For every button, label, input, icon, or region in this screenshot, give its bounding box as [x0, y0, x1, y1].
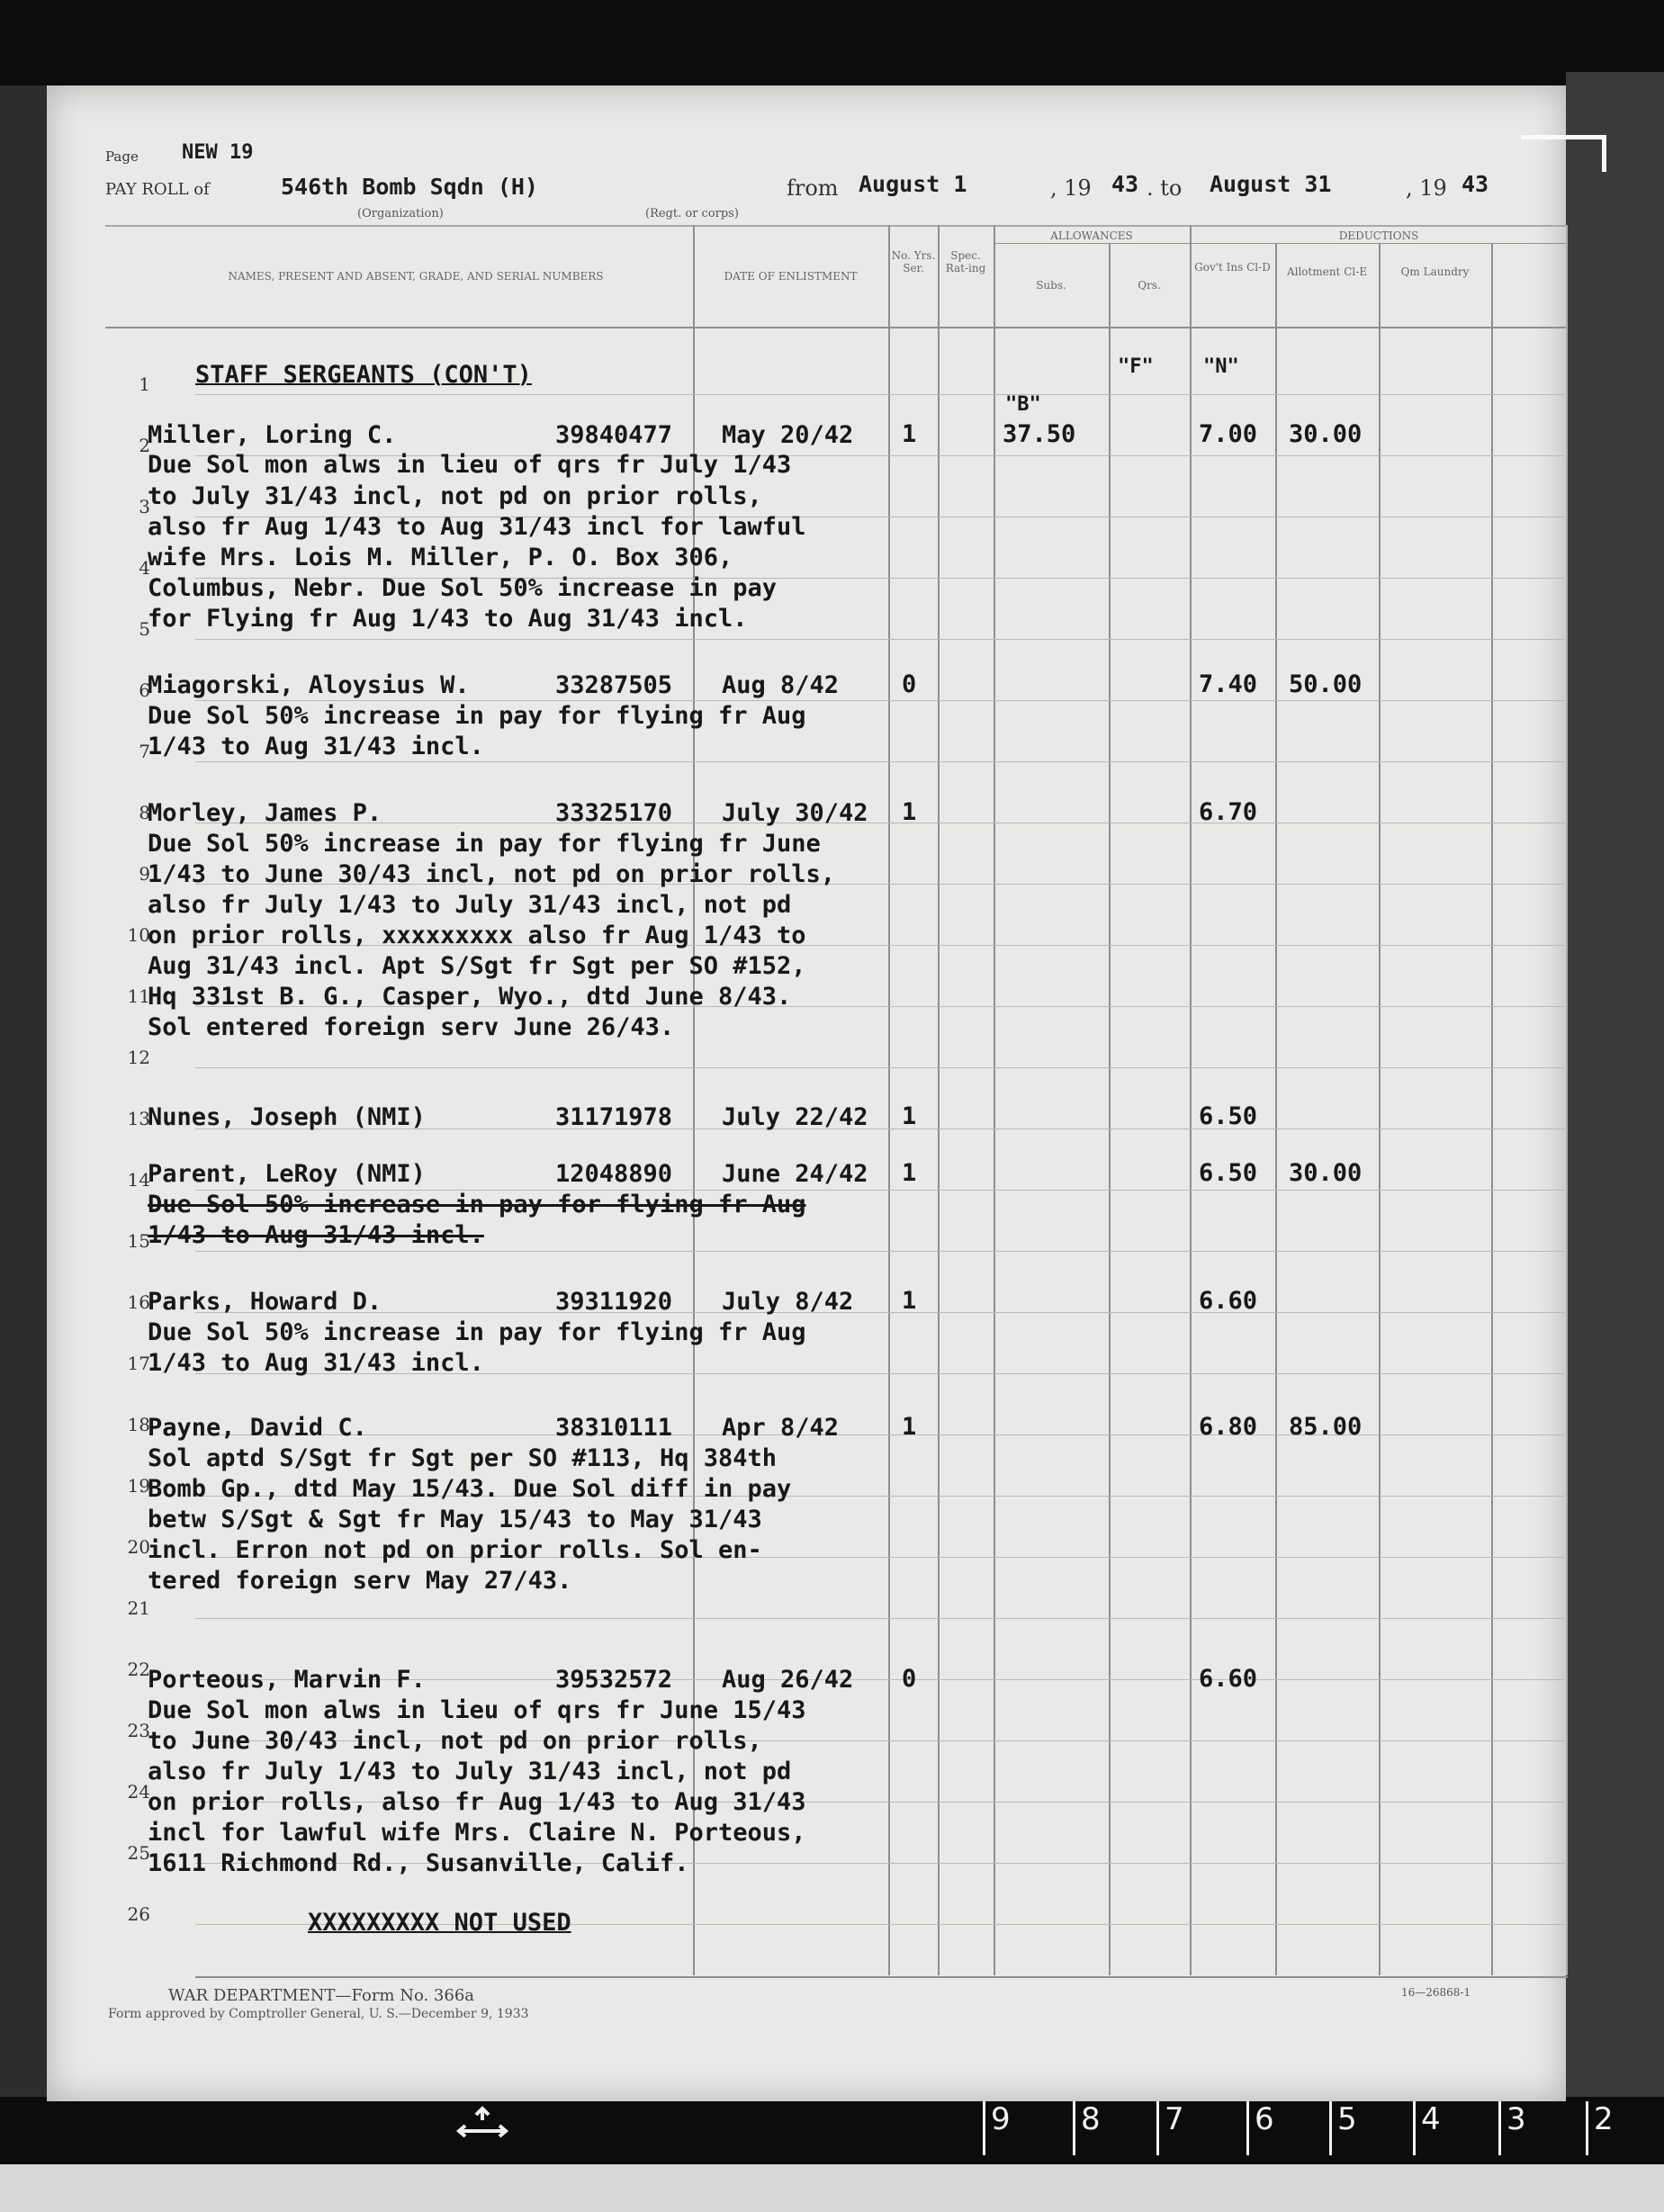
remark-line: Due Sol 50% increase in pay for flying fr Aug	[148, 1318, 806, 1346]
entry-enlisted: June 24/42	[722, 1160, 868, 1188]
remark-line: incl. Erron not pd on prior rolls. Sol en-	[148, 1536, 762, 1564]
entry-name: Parent, LeRoy (NMI)	[148, 1160, 426, 1188]
col-govt-ins: Gov't Ins Cl-D	[1194, 261, 1271, 274]
entry-serial: 31171978	[555, 1103, 673, 1131]
to-year: 43	[1462, 171, 1489, 197]
line-number: 16	[127, 1291, 150, 1313]
entry-allotment: 30.00	[1289, 1159, 1363, 1187]
remark-line: for Flying fr Aug 1/43 to Aug 31/43 incl.	[148, 605, 748, 633]
line-number: 10	[127, 924, 150, 946]
remark-line: to July 31/43 incl, not pd on prior rolls,	[148, 482, 762, 510]
col-laundry: Qm Laundry	[1400, 265, 1470, 278]
year-prefix-1: , 19	[1050, 175, 1092, 201]
film-frame-number: 8	[1073, 2101, 1101, 2155]
col-spec-rating: Spec. Rat-ing	[945, 249, 986, 274]
line-number: 8	[139, 802, 150, 823]
line-number: 14	[127, 1169, 150, 1191]
line-number: 11	[127, 985, 150, 1007]
crop-mark	[1521, 135, 1606, 172]
line-number: 24	[127, 1781, 150, 1803]
remark-line: Columbus, Nebr. Due Sol 50% increase in pay	[148, 574, 777, 602]
line-number: 4	[139, 557, 150, 579]
line-number: 12	[127, 1047, 150, 1068]
entry-name: Miagorski, Aloysius W.	[148, 671, 470, 699]
remark-line: Due Sol mon alws in lieu of qrs fr June 15/43	[148, 1696, 806, 1724]
entry-allotment: 30.00	[1289, 420, 1363, 448]
line-number: 23	[127, 1720, 150, 1741]
film-border-left	[0, 85, 47, 2173]
entry-name: Payne, David C.	[148, 1414, 367, 1442]
organization: 546th Bomb Sqdn (H)	[281, 174, 538, 200]
remark-line: Aug 31/43 incl. Apt S/Sgt fr Sgt per SO #152,	[148, 952, 806, 980]
remark-line: wife Mrs. Lois M. Miller, P. O. Box 306,	[148, 544, 733, 571]
remark-line: also fr Aug 1/43 to Aug 31/43 incl for lawful	[148, 513, 806, 541]
entry-ins: 6.50	[1199, 1102, 1258, 1130]
entry-enlisted: Apr 8/42	[722, 1414, 840, 1442]
payroll-document	[47, 85, 1566, 2101]
entry-years: 1	[902, 1159, 917, 1187]
remark-line: Sol aptd S/Sgt fr Sgt per SO #113, Hq 384th	[148, 1444, 777, 1472]
ins-mark: "N"	[1203, 355, 1239, 378]
line-number: 21	[127, 1597, 150, 1619]
col-subs: Subs.	[1036, 279, 1066, 292]
remark-line: Due Sol 50% increase in pay for flying fr Aug	[148, 702, 806, 730]
payroll-label: PAY ROLL of	[105, 180, 210, 199]
entry-years: 1	[902, 1102, 917, 1130]
line-number: 22	[127, 1659, 150, 1680]
entry-allotment: 50.00	[1289, 670, 1363, 698]
line-number: 25	[127, 1842, 150, 1864]
page-number: NEW 19	[182, 141, 254, 164]
page-label: Page	[105, 148, 139, 165]
line-number: 9	[139, 863, 150, 885]
remark-line: on prior rolls, xxxxxxxxx also fr Aug 1/43 to	[148, 922, 806, 949]
form-code: 16—26868-1	[1401, 1986, 1471, 1999]
remark-line: Due Sol mon alws in lieu of qrs fr July 1/43	[148, 451, 792, 479]
film-alignment-arrow-icon	[454, 2106, 510, 2142]
film-border-right	[1566, 72, 1664, 2160]
remark-line: Sol entered foreign serv June 26/43.	[148, 1013, 675, 1041]
col-qrs: Qrs.	[1138, 279, 1161, 292]
entry-serial: 33325170	[555, 799, 673, 827]
film-border-top	[0, 0, 1664, 85]
film-frame-number: 4	[1413, 2101, 1441, 2155]
entry-years: 0	[902, 670, 917, 698]
line-number: 7	[139, 741, 150, 762]
from-year: 43	[1111, 171, 1139, 197]
line-number: 17	[127, 1353, 150, 1374]
to-date: August 31	[1210, 171, 1332, 197]
entry-ins: 6.70	[1199, 798, 1258, 826]
col-allotment: Allotment Cl-E	[1286, 265, 1368, 278]
entry-ins: 6.60	[1199, 1287, 1258, 1315]
line-number: 19	[127, 1475, 150, 1497]
entry-enlisted: July 8/42	[722, 1288, 854, 1316]
line-number: 20	[127, 1536, 150, 1558]
line-number: 13	[127, 1108, 150, 1129]
film-frame-number: 9	[983, 2101, 1011, 2155]
entry-ins: 7.00	[1199, 420, 1258, 448]
struck-remark-line: Due Sol 50% increase in pay for flying fr Aug	[148, 1191, 806, 1218]
entry-enlisted: Aug 26/42	[722, 1666, 854, 1694]
from-label: from	[787, 175, 839, 201]
entry-years: 0	[902, 1665, 917, 1693]
remark-line: 1/43 to Aug 31/43 incl.	[148, 1349, 484, 1377]
remark-line: betw S/Sgt & Sgt fr May 15/43 to May 31/43	[148, 1506, 762, 1533]
form-approval: Form approved by Comptroller General, U. S.—December 9, 1933	[108, 2007, 529, 2021]
entry-serial: 12048890	[555, 1160, 673, 1188]
remark-line: to June 30/43 incl, not pd on prior rolls,	[148, 1727, 762, 1755]
entry-serial: 39840477	[555, 421, 673, 449]
entry-enlisted: July 22/42	[722, 1103, 868, 1131]
remark-line: Due Sol 50% increase in pay for flying fr June	[148, 830, 821, 858]
entry-serial: 33287505	[555, 671, 673, 699]
line-number: 15	[127, 1230, 150, 1252]
remark-line: Hq 331st B. G., Casper, Wyo., dtd June 8/43.	[148, 983, 792, 1011]
line-number: 1	[139, 373, 150, 395]
film-frame-number: 2	[1586, 2101, 1614, 2155]
entry-serial: 39532572	[555, 1666, 673, 1694]
section-title: STAFF SERGEANTS (CON'T)	[195, 361, 532, 389]
entry-years: 1	[902, 420, 917, 448]
from-date: August 1	[859, 171, 967, 197]
organization-caption: (Organization)	[357, 207, 444, 220]
qrs-mark: "F"	[1118, 355, 1154, 378]
line-number: 5	[139, 618, 150, 640]
col-years-service: No. Yrs. Ser.	[891, 249, 936, 274]
entry-name: Parks, Howard D.	[148, 1288, 382, 1316]
struck-remark-line: 1/43 to Aug 31/43 incl.	[148, 1221, 484, 1249]
remark-line: 1611 Richmond Rd., Susanville, Calif.	[148, 1849, 689, 1877]
entry-allotment: 85.00	[1289, 1413, 1363, 1441]
form-number: WAR DEPARTMENT—Form No. 366a	[168, 1986, 475, 2005]
entry-ins: 6.60	[1199, 1665, 1258, 1693]
regiment-caption: (Regt. or corps)	[645, 207, 739, 220]
line-number: 18	[127, 1414, 150, 1435]
subs-mark: "B"	[1005, 393, 1041, 416]
year-prefix-2: , 19	[1406, 175, 1447, 201]
remark-line: also fr July 1/43 to July 31/43 incl, not pd	[148, 1758, 792, 1785]
col-date-enlistment: DATE OF ENLISTMENT	[724, 270, 858, 283]
entry-enlisted: May 20/42	[722, 421, 854, 449]
film-edge-strip	[0, 2164, 1664, 2212]
line-number: 26	[127, 1903, 150, 1925]
film-frame-number: 7	[1156, 2101, 1184, 2155]
remark-line: incl for lawful wife Mrs. Claire N. Porteous,	[148, 1819, 806, 1847]
col-names: NAMES, PRESENT AND ABSENT, GRADE, AND SERIAL NUMBERS	[228, 270, 604, 283]
entry-subs: 37.50	[1003, 420, 1076, 448]
entry-name: Porteous, Marvin F.	[148, 1666, 426, 1694]
film-frame-number: 3	[1498, 2101, 1526, 2155]
remark-line: tered foreign serv May 27/43.	[148, 1567, 572, 1595]
line-number: 6	[139, 679, 150, 701]
film-frame-number: 5	[1329, 2101, 1357, 2155]
entry-serial: 39311920	[555, 1288, 673, 1316]
entry-name: Morley, James P.	[148, 799, 382, 827]
entry-years: 1	[902, 798, 917, 826]
col-deductions: DEDUCTIONS	[1338, 229, 1419, 242]
entry-name: Nunes, Joseph (NMI)	[148, 1103, 426, 1131]
remark-line: also fr July 1/43 to July 31/43 incl, not pd	[148, 891, 792, 919]
entry-years: 1	[902, 1287, 917, 1315]
to-label: . to	[1147, 175, 1183, 201]
remark-line: 1/43 to June 30/43 incl, not pd on prior rolls,	[148, 860, 836, 888]
entry-ins: 7.40	[1199, 670, 1258, 698]
entry-enlisted: July 30/42	[722, 799, 868, 827]
line-number: 2	[139, 435, 150, 456]
entry-years: 1	[902, 1413, 917, 1441]
film-frame-number: 6	[1246, 2101, 1274, 2155]
entry-enlisted: Aug 8/42	[722, 671, 840, 699]
closing-line: XXXXXXXXX NOT USED	[308, 1909, 571, 1937]
col-allowances: ALLOWANCES	[1050, 229, 1133, 242]
entry-name: Miller, Loring C.	[148, 421, 397, 449]
remark-line: on prior rolls, also fr Aug 1/43 to Aug 31/43	[148, 1788, 806, 1816]
line-number: 3	[139, 496, 150, 517]
entry-serial: 38310111	[555, 1414, 673, 1442]
remark-line: 1/43 to Aug 31/43 incl.	[148, 733, 484, 760]
remark-line: Bomb Gp., dtd May 15/43. Due Sol diff in pay	[148, 1475, 792, 1503]
entry-ins: 6.50	[1199, 1159, 1258, 1187]
entry-ins: 6.80	[1199, 1413, 1258, 1441]
